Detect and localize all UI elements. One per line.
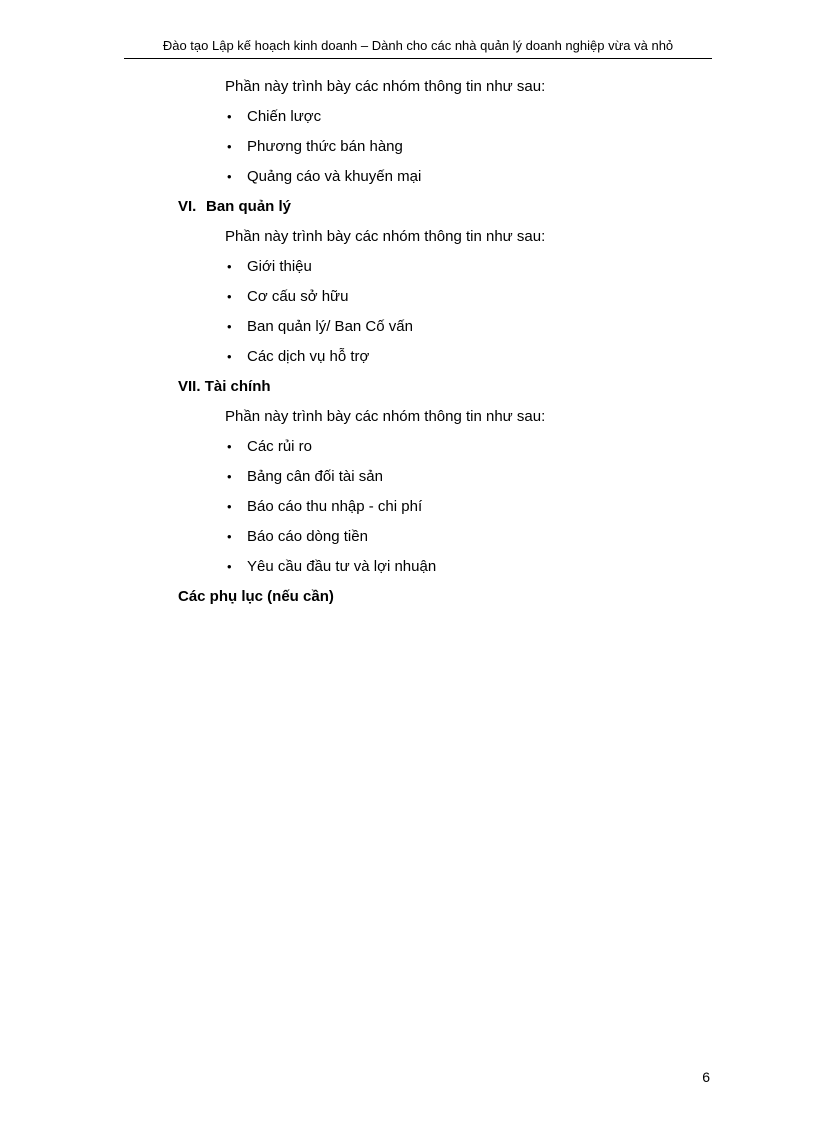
bullet-item [227, 556, 718, 586]
section-7-title: Tài chính [204, 378, 271, 395]
bullet-icon: • [227, 289, 232, 304]
section-7-bullet-list [178, 436, 718, 586]
section-6-intro: Phần này trình bày các nhóm thông tin như sau: [225, 228, 546, 245]
bullet-text: Chiến lược [247, 108, 322, 125]
bullet-icon: • [227, 319, 232, 334]
bullet-text: Yêu cầu đầu tư và lợi nhuận [247, 558, 437, 575]
bullet-text: Các rủi ro [247, 438, 313, 455]
bullet-item [227, 346, 718, 376]
bullet-text: Giới thiệu [247, 258, 312, 275]
bullet-icon: • [227, 439, 232, 454]
document-body [178, 76, 718, 616]
bullet-icon: • [227, 529, 232, 544]
section-6-heading [178, 196, 718, 226]
bullet-text: Quảng cáo và khuyến mại [247, 168, 422, 185]
bullet-icon: • [227, 259, 232, 274]
bullet-icon: • [227, 169, 232, 184]
section-7-heading [178, 376, 718, 406]
bullet-text: Ban quản lý/ Ban Cố vấn [247, 318, 413, 335]
bullet-icon: • [227, 139, 232, 154]
page-header [124, 36, 712, 59]
bullet-icon: • [227, 559, 232, 574]
appendix-heading: Các phụ lục (nếu cần) [178, 588, 334, 605]
section-6-number: VI. [178, 198, 197, 215]
section-6-title: Ban quản lý [206, 198, 292, 215]
bullet-item [227, 286, 718, 316]
bullet-item [227, 256, 718, 286]
bullet-item [227, 316, 718, 346]
bullet-text: Báo cáo dòng tiền [247, 528, 368, 545]
bullet-text: Cơ cấu sở hữu [247, 288, 349, 305]
bullet-icon: • [227, 349, 232, 364]
page-number: 6 [702, 1069, 710, 1085]
bullet-text: Phương thức bán hàng [247, 138, 403, 155]
bullet-item [227, 496, 718, 526]
bullet-item [227, 436, 718, 466]
bullet-icon: • [227, 499, 232, 514]
bullet-text: Bảng cân đối tài sản [247, 468, 383, 485]
header-title: Đào tạo Lập kế hoạch kinh doanh – Dành cho các nhà quản lý doanh nghiệp vừa và nhỏ [162, 38, 674, 53]
section-6-bullet-list [178, 256, 718, 376]
section-7-number: VII. [178, 378, 201, 395]
bullet-icon: • [227, 469, 232, 484]
section-7-intro: Phần này trình bày các nhóm thông tin như sau: [225, 408, 546, 425]
bullet-item [227, 526, 718, 556]
bullet-item [227, 106, 718, 136]
bullet-item [227, 136, 718, 166]
bullet-text: Báo cáo thu nhập - chi phí [247, 498, 423, 515]
bullet-item [227, 166, 718, 196]
section-5-intro: Phần này trình bày các nhóm thông tin như sau: [225, 78, 546, 95]
bullet-text: Các dịch vụ hỗ trợ [247, 348, 370, 365]
bullet-icon: • [227, 109, 232, 124]
section-5-bullet-list [178, 106, 718, 196]
bullet-item [227, 466, 718, 496]
